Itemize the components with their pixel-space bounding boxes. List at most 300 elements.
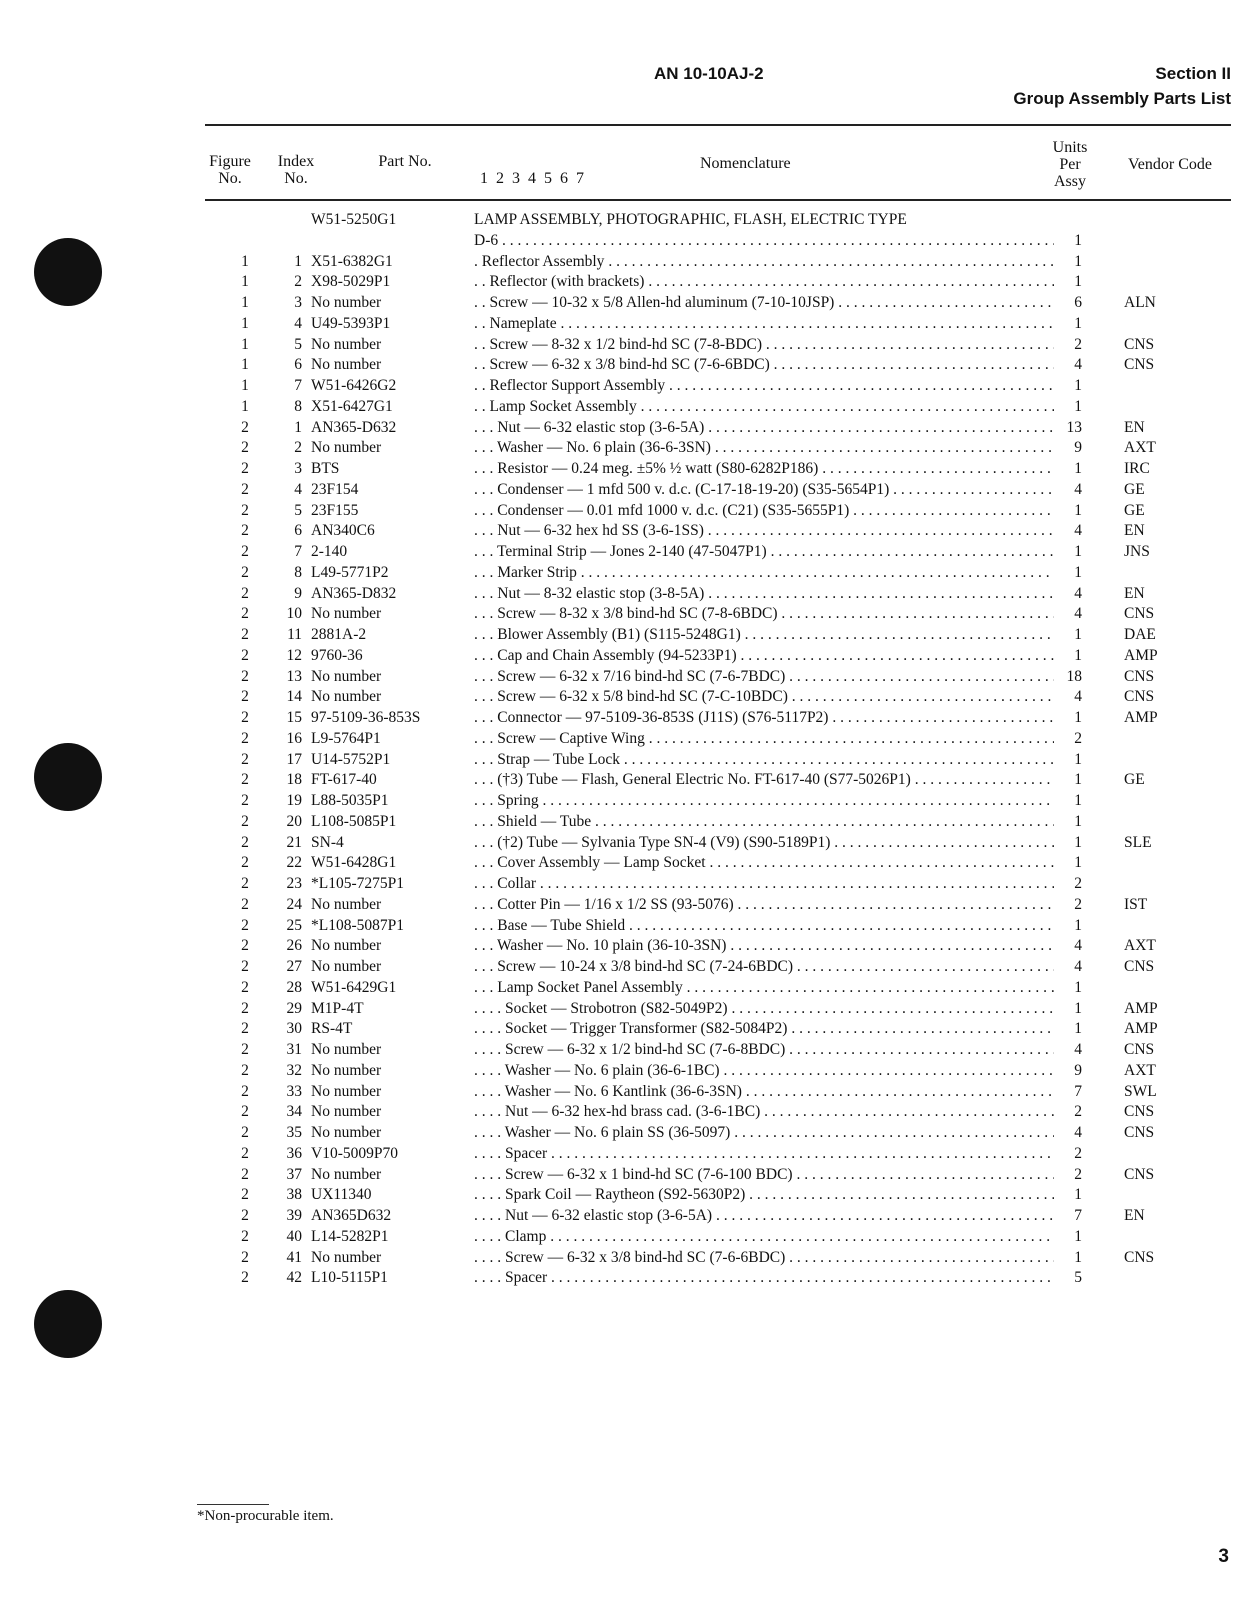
nomenclature-cell: . . . . Screw — 6-32 x 1 bind-hd SC (7-6-100 BDC) . . . — [474, 1165, 1054, 1186]
table-row — [0, 1144, 1257, 1165]
part-number-cell: W51-5250G1 — [311, 211, 397, 228]
table-row — [0, 584, 1257, 605]
nomenclature-cell: . . . Collar . . . — [474, 874, 1054, 895]
index-number-cell: 18 — [286, 771, 302, 789]
nomenclature-cell: . . . Spring . . . — [474, 791, 1054, 812]
table-row — [0, 750, 1257, 771]
units-per-assy-cell: 13 — [1066, 418, 1082, 436]
nomenclature-cell: . . . Nut — 6-32 elastic stop (3-6-5A) . . . — [474, 418, 1054, 439]
figure-number-cell: 2 — [241, 1061, 249, 1079]
table-row — [0, 729, 1257, 750]
vendor-code-cell: EN — [1124, 1207, 1145, 1224]
binder-hole — [34, 1290, 102, 1358]
figure-number-cell: 2 — [241, 1144, 249, 1162]
table-row — [0, 563, 1257, 584]
part-number-cell: No number — [311, 335, 382, 353]
index-number-cell: 30 — [286, 1020, 302, 1038]
table-row — [0, 916, 1257, 937]
vendor-code-cell: CNS — [1124, 1124, 1155, 1141]
part-number-cell: *L108-5087P1 — [311, 916, 404, 934]
column-header-part: Part No. — [378, 153, 432, 170]
index-number-cell: 32 — [286, 1061, 302, 1079]
nomenclature-cell: . . Reflector (with brackets) . . . — [474, 272, 1054, 293]
figure-number-cell: 1 — [241, 314, 249, 332]
footnote-rule — [197, 1504, 269, 1505]
units-per-assy-cell: 1 — [1074, 1227, 1082, 1245]
table-row — [0, 1206, 1257, 1227]
index-number-cell: 1 — [294, 418, 302, 436]
figure-number-cell: 2 — [241, 1124, 249, 1141]
nomenclature-cell: D-6 . . . — [474, 231, 1054, 252]
figure-number-cell: 2 — [241, 1020, 249, 1038]
table-row — [0, 1019, 1257, 1040]
units-per-assy-cell: 1 — [1074, 750, 1082, 768]
table-row — [0, 501, 1257, 522]
figure-number-cell: 2 — [241, 729, 249, 747]
section-subtitle: Group Assembly Parts List — [1013, 89, 1231, 108]
part-number-cell: No number — [311, 667, 382, 685]
index-number-cell: 40 — [286, 1227, 302, 1245]
index-number-cell: 15 — [286, 709, 302, 726]
units-per-assy-cell: 1 — [1074, 314, 1082, 332]
nomenclature-cell: . . . (†3) Tube — Flash, General Electric No. FT-617-40 (S77-5026P1) . . . — [474, 770, 1054, 791]
part-number-cell: No number — [311, 1061, 382, 1079]
index-number-cell: 36 — [286, 1144, 302, 1162]
figure-number-cell: 1 — [241, 397, 249, 415]
nomenclature-cell: . . . Resistor — 0.24 meg. ±5% ½ watt (S80-6282P186) . . . — [474, 459, 1054, 480]
nomenclature-cell: . . . . Screw — 6-32 x 1/2 bind-hd SC (7-6-8BDC) . . . — [474, 1040, 1054, 1061]
nomenclature-cell: . . . . Socket — Trigger Transformer (S82-5084P2) . . . — [474, 1019, 1054, 1040]
nomenclature-cell: . . Lamp Socket Assembly . . . — [474, 397, 1054, 418]
section-label: Section II — [1155, 64, 1231, 83]
units-per-assy-cell: 1 — [1074, 833, 1082, 851]
part-number-cell: No number — [311, 937, 382, 955]
index-number-cell: 6 — [294, 356, 302, 374]
units-per-assy-cell: 1 — [1074, 646, 1082, 664]
figure-number-cell: 2 — [241, 605, 249, 623]
vendor-code-cell: CNS — [1124, 605, 1155, 623]
index-number-cell: 17 — [286, 750, 302, 768]
index-number-cell: 13 — [286, 667, 302, 685]
nomenclature-cell: . . . . Washer — No. 6 plain SS (36-5097) . . . — [474, 1123, 1054, 1144]
nomenclature-cell: . . Reflector Support Assembly . . . — [474, 376, 1054, 397]
nomenclature-cell: . . Screw — 8-32 x 1/2 bind-hd SC (7-8-BDC) . . . — [474, 335, 1054, 356]
vendor-code-cell: CNS — [1124, 1041, 1155, 1058]
index-number-cell: 19 — [286, 792, 302, 809]
column-header-figure: Figure No. — [209, 153, 251, 187]
units-per-assy-cell: 4 — [1074, 958, 1082, 975]
nomenclature-cell: . . . . Spark Coil — Raytheon (S92-5630P2) . . . — [474, 1185, 1054, 1206]
part-number-cell: X51-6427G1 — [311, 397, 393, 415]
index-number-cell: 8 — [294, 397, 302, 415]
units-per-assy-cell: 4 — [1074, 1124, 1082, 1141]
index-number-cell: 3 — [294, 460, 302, 477]
nomenclature-cell: . . . . Clamp . . . — [474, 1227, 1054, 1248]
table-row — [0, 646, 1257, 667]
figure-number-cell: 2 — [241, 1165, 249, 1183]
index-number-cell: 16 — [286, 729, 302, 747]
units-per-assy-cell: 1 — [1074, 709, 1082, 726]
vendor-code-cell: EN — [1124, 418, 1145, 436]
table-row — [0, 936, 1257, 957]
column-header-indent-levels: 1 2 3 4 5 6 7 — [480, 170, 586, 187]
vendor-code-cell: CNS — [1124, 958, 1155, 975]
column-header-vendor: Vendor Code — [1128, 156, 1212, 173]
part-number-cell: 23F155 — [311, 501, 359, 519]
index-number-cell: 20 — [286, 812, 302, 830]
table-row — [0, 231, 1257, 252]
units-per-assy-cell: 1 — [1074, 1248, 1082, 1266]
vendor-code-cell: AMP — [1124, 999, 1158, 1017]
nomenclature-cell: . . . . Nut — 6-32 hex-hd brass cad. (3-6-1BC) . . . — [474, 1102, 1054, 1123]
units-per-assy-cell: 1 — [1074, 1020, 1082, 1038]
vendor-code-cell: ALN — [1124, 294, 1156, 311]
index-number-cell: 33 — [286, 1082, 302, 1100]
column-header-units: Units Per Assy — [1052, 139, 1088, 190]
nomenclature-cell: . . . Screw — 8-32 x 3/8 bind-hd SC (7-8-6BDC) . . . — [474, 604, 1054, 625]
index-number-cell: 26 — [286, 937, 302, 955]
units-per-assy-cell: 1 — [1074, 501, 1082, 519]
nomenclature-cell: . . . Screw — 6-32 x 7/16 bind-hd SC (7-6-7BDC) . . . — [474, 667, 1054, 688]
part-number-cell: No number — [311, 605, 382, 623]
figure-number-cell: 2 — [241, 646, 249, 664]
index-number-cell: 39 — [286, 1207, 302, 1224]
table-row — [0, 1040, 1257, 1061]
index-number-cell: 5 — [294, 501, 302, 519]
vendor-code-cell: CNS — [1124, 356, 1155, 374]
part-number-cell: 2881A-2 — [311, 626, 367, 643]
nomenclature-cell: . Reflector Assembly . . . — [474, 252, 1054, 273]
index-number-cell: 38 — [286, 1186, 302, 1204]
nomenclature-cell: . . . Marker Strip . . . — [474, 563, 1054, 584]
index-number-cell: 2 — [294, 439, 302, 457]
figure-number-cell: 2 — [241, 626, 249, 643]
figure-number-cell: 2 — [241, 667, 249, 685]
units-per-assy-cell: 7 — [1074, 1082, 1082, 1100]
nomenclature-cell: . . . Terminal Strip — Jones 2-140 (47-5047P1) . . . — [474, 542, 1054, 563]
nomenclature-cell: LAMP ASSEMBLY, PHOTOGRAPHIC, FLASH, ELECTRIC TYPE — [474, 211, 907, 228]
nomenclature-cell: . . . . Washer — No. 6 Kantlink (36-6-3SN) . . . — [474, 1082, 1054, 1103]
part-number-cell: No number — [311, 1082, 382, 1100]
figure-number-cell: 2 — [241, 460, 249, 477]
nomenclature-cell: . . . . Washer — No. 6 plain (36-6-1BC) . . . — [474, 1061, 1054, 1082]
index-number-cell: 3 — [294, 294, 302, 311]
part-number-cell: BTS — [311, 460, 340, 477]
part-number-cell: SN-4 — [311, 833, 344, 851]
part-number-cell: AN365D632 — [311, 1207, 392, 1224]
index-number-cell: 41 — [286, 1248, 302, 1266]
figure-number-cell: 2 — [241, 584, 249, 602]
part-number-cell: U14-5752P1 — [311, 750, 391, 768]
part-number-cell: W51-6428G1 — [311, 854, 397, 872]
index-number-cell: 21 — [286, 833, 302, 851]
figure-number-cell: 1 — [241, 252, 249, 270]
table-row — [0, 1102, 1257, 1123]
column-header-index: Index No. — [277, 153, 315, 187]
table-row — [0, 272, 1257, 293]
index-number-cell: 34 — [286, 1103, 302, 1121]
table-row — [0, 480, 1257, 501]
figure-number-cell: 2 — [241, 812, 249, 830]
part-number-cell: FT-617-40 — [311, 771, 377, 789]
units-per-assy-cell: 1 — [1074, 460, 1082, 477]
table-row — [0, 1248, 1257, 1269]
figure-number-cell: 2 — [241, 750, 249, 768]
vendor-code-cell: EN — [1124, 522, 1145, 540]
nomenclature-cell: . . . (†2) Tube — Sylvania Type SN-4 (V9) (S90-5189P1) . . . — [474, 833, 1054, 854]
vendor-code-cell: GE — [1124, 501, 1145, 519]
figure-number-cell: 2 — [241, 854, 249, 872]
units-per-assy-cell: 1 — [1074, 978, 1082, 996]
nomenclature-cell: . . Screw — 6-32 x 3/8 bind-hd SC (7-6-6BDC) . . . — [474, 355, 1054, 376]
figure-number-cell: 2 — [241, 709, 249, 726]
nomenclature-cell: . . . Nut — 8-32 elastic stop (3-8-5A) . . . — [474, 584, 1054, 605]
table-row — [0, 853, 1257, 874]
part-number-cell: No number — [311, 1041, 382, 1058]
units-per-assy-cell: 2 — [1074, 895, 1082, 913]
figure-number-cell: 2 — [241, 1186, 249, 1204]
vendor-code-cell: AMP — [1124, 1020, 1158, 1038]
vendor-code-cell: AMP — [1124, 709, 1158, 726]
index-number-cell: 9 — [294, 584, 302, 602]
part-number-cell: W51-6426G2 — [311, 377, 397, 394]
table-row — [0, 397, 1257, 418]
part-number-cell: No number — [311, 688, 382, 706]
index-number-cell: 22 — [286, 854, 302, 872]
index-number-cell: 31 — [286, 1041, 302, 1058]
units-per-assy-cell: 1 — [1074, 377, 1082, 394]
figure-number-cell: 1 — [241, 273, 249, 291]
nomenclature-cell: . . . Screw — 6-32 x 5/8 bind-hd SC (7-C-10BDC) . . . — [474, 687, 1054, 708]
part-number-cell: W51-6429G1 — [311, 978, 397, 996]
part-number-cell: RS-4T — [311, 1020, 353, 1038]
vendor-code-cell: JNS — [1124, 543, 1150, 560]
part-number-cell: 97-5109-36-853S — [311, 709, 421, 726]
vendor-code-cell: AXT — [1124, 439, 1156, 457]
figure-number-cell: 2 — [241, 563, 249, 581]
units-per-assy-cell: 2 — [1074, 875, 1082, 892]
nomenclature-cell: . . . Nut — 6-32 hex hd SS (3-6-1SS) . . . — [474, 521, 1054, 542]
units-per-assy-cell: 1 — [1074, 916, 1082, 934]
nomenclature-cell: . . . Connector — 97-5109-36-853S (J11S) (S76-5117P2) . . . — [474, 708, 1054, 729]
nomenclature-cell: . . . Washer — No. 6 plain (36-6-3SN) . . . — [474, 438, 1054, 459]
vendor-code-cell: IST — [1124, 895, 1148, 913]
table-row — [0, 1227, 1257, 1248]
units-per-assy-cell: 6 — [1074, 294, 1082, 311]
table-row — [0, 625, 1257, 646]
part-number-cell: 23F154 — [311, 480, 359, 498]
nomenclature-cell: . . . Condenser — 0.01 mfd 1000 v. d.c. (C21) (S35-5655P1) . . . — [474, 501, 1054, 522]
units-per-assy-cell: 1 — [1074, 273, 1082, 291]
part-number-cell: No number — [311, 1103, 382, 1121]
vendor-code-cell: AXT — [1124, 1061, 1156, 1079]
nomenclature-cell: . . . Washer — No. 10 plain (36-10-3SN) . . . — [474, 936, 1054, 957]
units-per-assy-cell: 4 — [1074, 480, 1082, 498]
table-row — [0, 355, 1257, 376]
figure-number-cell: 1 — [241, 377, 249, 394]
units-per-assy-cell: 4 — [1074, 937, 1082, 955]
figure-number-cell: 2 — [241, 1041, 249, 1058]
index-number-cell: 7 — [294, 377, 302, 394]
part-number-cell: No number — [311, 439, 382, 457]
table-row — [0, 833, 1257, 854]
part-number-cell: 2-140 — [311, 543, 348, 560]
figure-number-cell: 2 — [241, 895, 249, 913]
vendor-code-cell: GE — [1124, 771, 1145, 789]
index-number-cell: 11 — [287, 626, 302, 643]
units-per-assy-cell: 1 — [1074, 626, 1082, 643]
table-row — [0, 376, 1257, 397]
table-row — [0, 667, 1257, 688]
index-number-cell: 28 — [286, 978, 302, 996]
index-number-cell: 7 — [294, 543, 302, 560]
nomenclature-cell: . . . Cap and Chain Assembly (94-5233P1) . . . — [474, 646, 1054, 667]
units-per-assy-cell: 2 — [1074, 1165, 1082, 1183]
nomenclature-cell: . . Screw — 10-32 x 5/8 Allen-hd aluminum (7-10-10JSP) . . . — [474, 293, 1054, 314]
part-number-cell: 9760-36 — [311, 646, 363, 664]
nomenclature-cell: . . . Shield — Tube . . . — [474, 812, 1054, 833]
parts-list-table — [0, 210, 1257, 1289]
units-per-assy-cell: 1 — [1074, 231, 1082, 249]
table-row — [0, 770, 1257, 791]
table-row — [0, 812, 1257, 833]
part-number-cell: L14-5282P1 — [311, 1227, 389, 1245]
part-number-cell: AN365-D632 — [311, 418, 397, 436]
table-row — [0, 791, 1257, 812]
footnote: *Non-procurable item. — [197, 1508, 334, 1524]
nomenclature-cell: . . . Cover Assembly — Lamp Socket . . . — [474, 853, 1054, 874]
units-per-assy-cell: 1 — [1074, 812, 1082, 830]
nomenclature-cell: . . . Cotter Pin — 1/16 x 1/2 SS (93-5076) . . . — [474, 895, 1054, 916]
vendor-code-cell: GE — [1124, 480, 1145, 498]
nomenclature-cell: . . Nameplate . . . — [474, 314, 1054, 335]
index-number-cell: 29 — [286, 999, 302, 1017]
table-row — [0, 708, 1257, 729]
vendor-code-cell: SLE — [1124, 833, 1152, 851]
part-number-cell: X98-5029P1 — [311, 273, 391, 291]
figure-number-cell: 2 — [241, 792, 249, 809]
units-per-assy-cell: 1 — [1074, 771, 1082, 789]
table-row — [0, 314, 1257, 335]
table-row — [0, 895, 1257, 916]
index-number-cell: 24 — [286, 895, 302, 913]
part-number-cell: No number — [311, 1165, 382, 1183]
table-row — [0, 1082, 1257, 1103]
units-per-assy-cell: 2 — [1074, 335, 1082, 353]
figure-number-cell: 2 — [241, 916, 249, 934]
nomenclature-cell: . . . . Spacer . . . — [474, 1144, 1054, 1165]
vendor-code-cell: AMP — [1124, 646, 1158, 664]
index-number-cell: 4 — [294, 480, 302, 498]
vendor-code-cell: IRC — [1124, 460, 1150, 477]
index-number-cell: 2 — [294, 273, 302, 291]
part-number-cell: AN365-D832 — [311, 584, 397, 602]
table-row — [0, 999, 1257, 1020]
units-per-assy-cell: 2 — [1074, 729, 1082, 747]
units-per-assy-cell: 4 — [1074, 688, 1082, 706]
figure-number-cell: 2 — [241, 439, 249, 457]
table-row — [0, 1165, 1257, 1186]
vendor-code-cell: DAE — [1124, 626, 1156, 643]
part-number-cell: V10-5009P70 — [311, 1144, 398, 1162]
figure-number-cell: 2 — [241, 1227, 249, 1245]
nomenclature-cell: . . . . Nut — 6-32 elastic stop (3-6-5A) . . . — [474, 1206, 1054, 1227]
nomenclature-cell: . . . Lamp Socket Panel Assembly . . . — [474, 978, 1054, 999]
part-number-cell: No number — [311, 895, 382, 913]
table-row — [0, 874, 1257, 895]
figure-number-cell: 2 — [241, 1207, 249, 1224]
units-per-assy-cell: 2 — [1074, 1103, 1082, 1121]
part-number-cell: X51-6382G1 — [311, 252, 393, 270]
table-row — [0, 438, 1257, 459]
index-number-cell: 6 — [294, 522, 302, 540]
figure-number-cell: 1 — [241, 335, 249, 353]
units-per-assy-cell: 2 — [1074, 1144, 1082, 1162]
nomenclature-cell: . . . . Socket — Strobotron (S82-5049P2) . . . — [474, 999, 1054, 1020]
part-number-cell: *L105-7275P1 — [311, 875, 404, 892]
figure-number-cell: 2 — [241, 501, 249, 519]
index-number-cell: 4 — [294, 314, 302, 332]
index-number-cell: 25 — [286, 916, 302, 934]
figure-number-cell: 2 — [241, 833, 249, 851]
part-number-cell: L9-5764P1 — [311, 729, 381, 747]
table-row — [0, 521, 1257, 542]
table-row — [0, 687, 1257, 708]
units-per-assy-cell: 4 — [1074, 1041, 1082, 1058]
vendor-code-cell: EN — [1124, 584, 1145, 602]
part-number-cell: No number — [311, 356, 382, 374]
figure-number-cell: 2 — [241, 1103, 249, 1121]
figure-number-cell: 2 — [241, 1269, 249, 1287]
table-row — [0, 210, 1257, 231]
index-number-cell: 10 — [286, 605, 302, 623]
vendor-code-cell: CNS — [1124, 667, 1155, 685]
units-per-assy-cell: 5 — [1074, 1269, 1082, 1287]
units-per-assy-cell: 9 — [1074, 439, 1082, 457]
part-number-cell: No number — [311, 1248, 382, 1266]
figure-number-cell: 2 — [241, 543, 249, 560]
table-row — [0, 335, 1257, 356]
nomenclature-cell: . . . Strap — Tube Lock . . . — [474, 750, 1054, 771]
table-row — [0, 293, 1257, 314]
vendor-code-cell: SWL — [1124, 1082, 1157, 1100]
units-per-assy-cell: 1 — [1074, 792, 1082, 809]
figure-number-cell: 2 — [241, 771, 249, 789]
part-number-cell: No number — [311, 294, 382, 311]
table-top-rule — [205, 124, 1231, 126]
figure-number-cell: 2 — [241, 418, 249, 436]
part-number-cell: L10-5115P1 — [311, 1269, 388, 1287]
table-header-rule — [205, 199, 1231, 201]
units-per-assy-cell: 1 — [1074, 543, 1082, 560]
units-per-assy-cell: 1 — [1074, 397, 1082, 415]
part-number-cell: No number — [311, 1124, 382, 1141]
figure-number-cell: 1 — [241, 294, 249, 311]
units-per-assy-cell: 1 — [1074, 563, 1082, 581]
index-number-cell: 1 — [294, 252, 302, 270]
figure-number-cell: 2 — [241, 937, 249, 955]
units-per-assy-cell: 4 — [1074, 522, 1082, 540]
figure-number-cell: 2 — [241, 875, 249, 892]
part-number-cell: AN340C6 — [311, 522, 375, 540]
figure-number-cell: 2 — [241, 1082, 249, 1100]
part-number-cell: L108-5085P1 — [311, 812, 397, 830]
index-number-cell: 37 — [286, 1165, 302, 1183]
index-number-cell: 27 — [286, 958, 302, 975]
vendor-code-cell: CNS — [1124, 688, 1155, 706]
nomenclature-cell: . . . . Screw — 6-32 x 3/8 bind-hd SC (7-6-6BDC) . . . — [474, 1248, 1054, 1269]
table-row — [0, 418, 1257, 439]
